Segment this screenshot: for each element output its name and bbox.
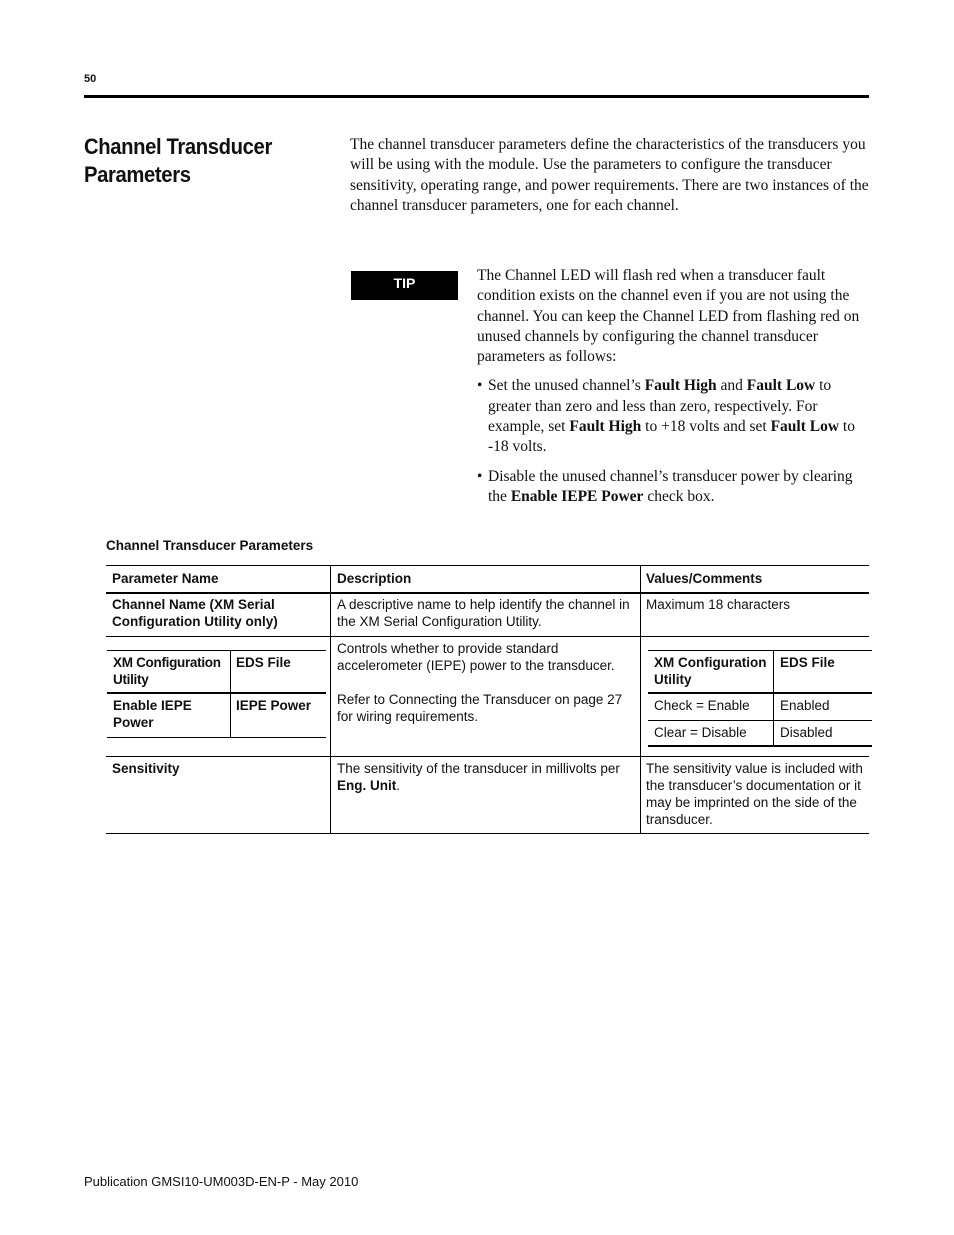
param-description-cell: Controls whether to provide standard accelerometer (IEPE) power to the transducer. bbox=[337, 641, 615, 673]
param-values-cell: Maximum 18 characters bbox=[646, 597, 791, 612]
table-row-rule bbox=[106, 636, 869, 637]
values-subtable-header: XM Configuration Utility bbox=[654, 655, 767, 687]
tip-label: TIP bbox=[351, 271, 458, 300]
param-description-cell: The sensitivity of the transducer in millivolts per Eng. Unit. bbox=[337, 761, 620, 793]
values-subtable-header-rule bbox=[648, 692, 872, 694]
subtable-top-rule bbox=[107, 650, 326, 651]
table-header-rule bbox=[106, 592, 869, 594]
values-subtable-column-rule bbox=[773, 650, 774, 746]
values-subtable-row-rule bbox=[648, 720, 872, 721]
table-bottom-rule bbox=[106, 833, 869, 834]
param-name-cell: Sensitivity bbox=[112, 761, 180, 776]
subtable-cell: IEPE Power bbox=[236, 698, 312, 713]
page-number: 50 bbox=[84, 73, 97, 85]
values-subtable-cell: Check = Enable bbox=[654, 698, 750, 713]
subtable-column-rule bbox=[230, 650, 231, 738]
header-rule bbox=[84, 95, 869, 98]
tip-paragraph: The Channel LED will flash red when a transducer fault condition exists on the channel even if you are not using the channel. You can keep the Channel LED from flashing red on unused channels by configuring the channel transducer parameters as follows: bbox=[477, 267, 860, 366]
tip-bullet-list bbox=[477, 376, 872, 507]
table-column-rule bbox=[330, 565, 331, 834]
tip-body bbox=[477, 266, 872, 516]
subtable-bottom-rule bbox=[107, 737, 326, 738]
values-subtable-cell: Enabled bbox=[780, 698, 830, 713]
bullet-icon: • bbox=[477, 377, 483, 395]
subtable-header-rule bbox=[107, 692, 326, 694]
bullet-icon: • bbox=[477, 467, 483, 485]
values-subtable-bottom-rule bbox=[648, 745, 872, 747]
subtable-header: XM Configuration Utility bbox=[113, 655, 221, 687]
tip-bullet-item: • Set the unused channel’s Fault High and Fault Low to greater than zero and less than zero, respectively. For example, set Fault High to +18 volts and set Fault Low to -18 volts. bbox=[477, 377, 855, 456]
footer-publication: Publication GMSI10-UM003D-EN-P - May 2010 bbox=[84, 1174, 359, 1189]
param-name-cell: Channel Name (XM Serial Configuration Utility only) bbox=[112, 597, 278, 629]
column-header: Parameter Name bbox=[112, 571, 219, 586]
table-column-rule bbox=[640, 565, 641, 834]
param-description-cell: A descriptive name to help identify the channel in the XM Serial Configuration Utility. bbox=[337, 597, 630, 629]
param-values-cell: The sensitivity value is included with the transducer’s documentation or it may be imprinted on the side of the transducer. bbox=[646, 761, 863, 827]
intro-paragraph: The channel transducer parameters define the characteristics of the transducers you will be using with the module. Use the parameters to configure the transducer sensitivity, operating range, and power requirements. There are two instances of the channel transducer parameters, one for each channel. bbox=[350, 136, 869, 214]
section-title-line2: Parameters bbox=[84, 162, 191, 187]
values-subtable-cell: Clear = Disable bbox=[654, 725, 747, 740]
section-title bbox=[84, 133, 305, 189]
table-caption: Channel Transducer Parameters bbox=[106, 538, 314, 553]
subtable-cell: Enable IEPE Power bbox=[113, 698, 192, 730]
values-subtable-cell: Disabled bbox=[780, 725, 833, 740]
tip-bullet-item: • Disable the unused channel’s transducer power by clearing the Enable IEPE Power check box. bbox=[477, 467, 853, 505]
column-header: Description bbox=[337, 571, 412, 586]
param-description-cell: Refer to Connecting the Transducer on page 27 for wiring requirements. bbox=[337, 692, 623, 724]
values-subtable-top-rule bbox=[648, 650, 872, 651]
table-top-rule bbox=[106, 565, 869, 566]
table-row-rule bbox=[106, 756, 869, 757]
subtable-header: EDS File bbox=[236, 655, 291, 670]
section-title-line1: Channel Transducer bbox=[84, 134, 272, 159]
column-header: Values/Comments bbox=[646, 571, 763, 586]
values-subtable-header: EDS File bbox=[780, 655, 835, 670]
